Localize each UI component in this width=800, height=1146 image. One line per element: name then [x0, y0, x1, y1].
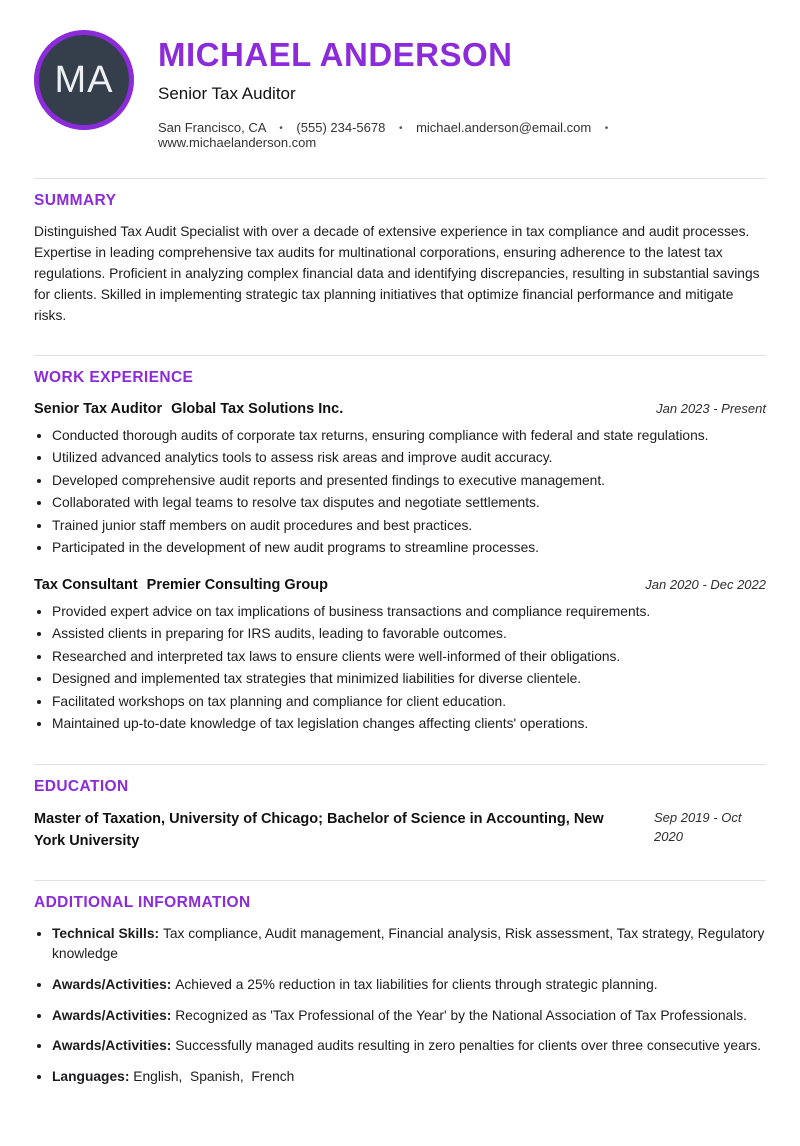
additional-item-text: Recognized as 'Tax Professional of the Year' by the National Association of Tax Professionals.	[175, 1007, 747, 1023]
additional-item-text: Achieved a 25% reduction in tax liabilities for clients through strategic planning.	[175, 977, 658, 993]
job-company: Premier Consulting Group	[146, 576, 328, 593]
additional-item	[52, 975, 766, 996]
avatar	[34, 30, 134, 130]
job-bullet: • Collaborated with legal teams to resolve tax disputes and negotiate settlements.	[52, 492, 766, 514]
job-title: Tax Consultant	[34, 576, 138, 593]
job-header	[34, 401, 766, 417]
section-heading-work-experience: WORK EXPERIENCE	[34, 368, 194, 386]
additional-item-label: Awards/Activities:	[52, 977, 176, 993]
job-bullet: • Developed comprehensive audit reports and presented findings to executive management.	[52, 470, 766, 492]
job-company: Global Tax Solutions Inc.	[171, 400, 344, 417]
work-experience-section	[34, 355, 766, 736]
job-bullet: • Utilized advanced analytics tools to assess risk areas and improve audit accuracy.	[52, 447, 766, 469]
separator-dot-icon: •	[279, 123, 283, 134]
contact-row	[158, 120, 766, 150]
job-bullet: • Maintained up-to-date knowledge of tax legislation changes affecting clients' operations.	[52, 713, 766, 735]
job-bullet: • Trained junior staff members on audit procedures and best practices.	[52, 515, 766, 537]
section-divider	[34, 764, 766, 765]
contact-website: www.michaelanderson.com	[158, 135, 317, 150]
job-bullet: • Facilitated workshops on tax planning and compliance for client education.	[52, 691, 766, 713]
avatar-initials: MA	[54, 58, 114, 101]
separator-dot-icon: •	[604, 123, 609, 134]
additional-item-label: Awards/Activities:	[52, 1007, 176, 1023]
additional-item-label: Awards/Activities:	[52, 1038, 176, 1054]
job-header	[34, 577, 766, 593]
section-divider	[34, 355, 766, 356]
job-bullet: • Researched and interpreted tax laws to ensure clients were well-informed of their obligations.	[52, 646, 766, 668]
job-dates: Jan 2023 - Present	[656, 400, 766, 416]
job-bullet: • Assisted clients in preparing for IRS audits, leading to favorable outcomes.	[52, 623, 766, 645]
education-section	[34, 764, 766, 852]
summary-text: Distinguished Tax Audit Specialist with over a decade of extensive experience in tax compliance and audit processes. Expertise in leading comprehensive tax audits for multinational corporations, ensuring adherence to the latest tax regulations. Proficient in analyzing complex financial data and identifying discrepancies, resulting in substantial savings for clients. Skilled in implementing strategic tax planning initiatives that optimize financial performance and mitigate risks.	[34, 224, 760, 323]
education-dates: Sep 2019 - Oct 2020	[654, 809, 742, 845]
additional-information-section	[34, 880, 769, 1088]
header-info	[158, 30, 766, 150]
job-dates: Jan 2020 - Dec 2022	[645, 576, 766, 592]
contact-phone: (555) 234-5678	[296, 120, 386, 135]
job-title: Senior Tax Auditor	[34, 400, 163, 417]
section-heading-additional-information: ADDITIONAL INFORMATION	[34, 893, 251, 911]
additional-item-label: Languages:	[52, 1069, 134, 1085]
contact-location: San Francisco, CA	[158, 120, 266, 135]
candidate-name: MICHAEL ANDERSON	[158, 36, 513, 73]
additional-item-label: Technical Skills:	[52, 925, 163, 941]
education-entry	[34, 808, 766, 852]
additional-item	[52, 1067, 766, 1088]
additional-item	[52, 1006, 766, 1027]
candidate-job-title: Senior Tax Auditor	[158, 84, 296, 103]
section-heading-summary: SUMMARY	[34, 192, 117, 209]
resume-header	[34, 30, 766, 150]
separator-dot-icon: •	[398, 123, 403, 134]
contact-email: michael.anderson@email.com	[416, 120, 592, 135]
job-entry	[34, 577, 766, 736]
job-bullet: • Provided expert advice on tax implications of business transactions and compliance requirements.	[52, 601, 766, 623]
additional-item	[52, 1036, 766, 1057]
job-bullets	[34, 601, 766, 736]
job-bullet: • Conducted thorough audits of corporate tax returns, ensuring compliance with federal and state regulations.	[52, 425, 766, 447]
job-bullet: • Designed and implemented tax strategies that minimized liabilities for diverse clientele.	[52, 668, 766, 690]
summary-section	[34, 178, 766, 327]
section-divider	[34, 178, 766, 179]
job-entry	[34, 401, 766, 560]
job-bullets	[34, 425, 766, 560]
section-divider	[34, 880, 766, 881]
additional-item-list	[34, 924, 769, 1088]
additional-item-text: Tax compliance, Audit management, Financial analysis, Risk assessment, Tax strategy, Regulatory knowledge	[52, 925, 769, 962]
job-bullet: • Participated in the development of new audit programs to streamline processes.	[52, 537, 766, 559]
additional-item	[52, 924, 769, 965]
job-list	[34, 401, 766, 736]
section-heading-education: EDUCATION	[34, 777, 129, 795]
additional-item-text: Successfully managed audits resulting in zero penalties for clients over three consecutive years.	[175, 1038, 762, 1054]
additional-item-text: English, Spanish, French	[133, 1069, 295, 1085]
education-degree: Master of Taxation, University of Chicago; Bachelor of Science in Accounting, New York University	[34, 810, 604, 849]
